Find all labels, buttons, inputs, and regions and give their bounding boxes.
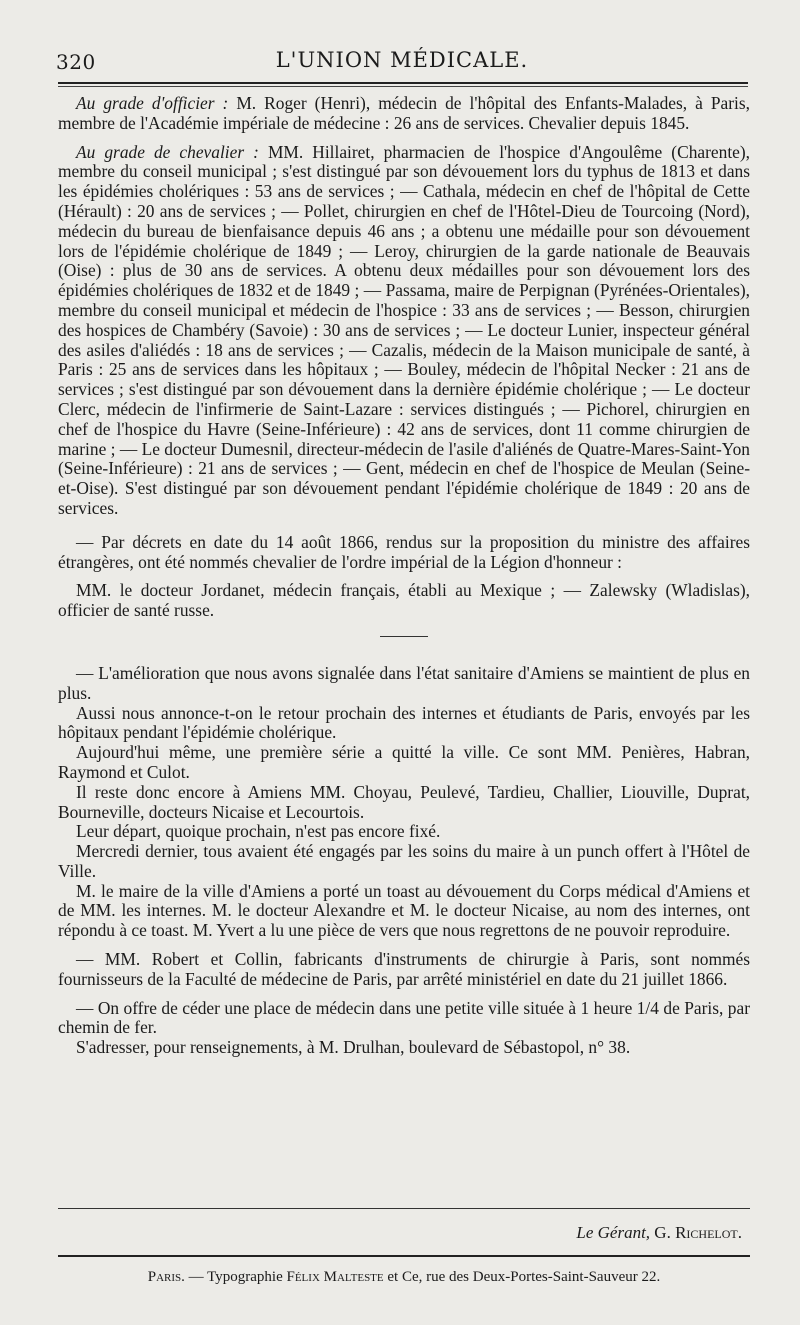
paragraph-officier	[58, 94, 750, 134]
header-rule-thin	[58, 86, 748, 87]
signature	[576, 1223, 742, 1243]
section-separator	[380, 636, 428, 637]
article-body	[58, 94, 750, 1058]
paragraph-chevalier	[58, 143, 750, 519]
bottom-rule	[58, 1208, 750, 1209]
running-title: L'UNION MÉDICALE.	[275, 48, 529, 72]
footer-city: Paris.	[147, 1269, 185, 1285]
header-rule	[58, 82, 748, 84]
paragraph-amiens: — L'amélioration que nous avons signalée dans l'état sanitaire d'Amiens se maintient de plus en plus.	[58, 662, 750, 703]
paragraph-place-medecin: — On offre de céder une place de médecin dans une petite ville située à 1 heure 1/4 de Paris, par chemin de fer.	[58, 997, 750, 1038]
paragraph-fournisseurs: — MM. Robert et Collin, fabricants d'instruments de chirurgie à Paris, sont nommés fournisseurs de la Faculté de médecine de Paris, par arrêté ministériel en date du 21 juillet 1866.	[58, 949, 750, 989]
paragraph-toast: M. le maire de la ville d'Amiens a porté un toast au dévouement du Corps médical d'Amiens et de MM. les internes. M. le docteur Alexandre et M. le docteur Nicaise, au nom des internes, ont répondu à ce toast. M. Yvert a lu une pièce de vers que nous regrettons de ne pouvoir reproduire.	[58, 880, 750, 941]
page-number: 320	[56, 50, 96, 74]
paragraph-serie: Aujourd'hui même, une première série a quitté la ville. Ce sont MM. Penières, Habran, Raymond et Culot.	[58, 742, 750, 782]
chevalier-text: MM. Hillairet, pharmacien de l'hospice d'Angoulême (Charente), membre du conseil municipal ; s'est distingué par son dévouement lors du typhus de 1813 et dans les épidémies cholériques : 53 ans de services ; — Cathala, médecin en chef de l'hôpital de Cette (Hérault) : 20 ans de services ; — Pollet, chirurgien en chef de l'Hôtel-Dieu de Tourcoing (Nord), médecin du bureau de bienfaisance depuis 46 ans ; a obtenu une médaille pour son dévouement lors de l'épidémie cholérique de 1849 ; — Leroy, chirurgien de la garde nationale de Beauvais (Oise) : plus de 30 ans de services. A obtenu deux médailles pour son dévouement lors des épidémies cholériques de 1832 et de 1849 ; — Passama, maire de Perpignan (Pyrénées-Orientales), membre du conseil municipal et médecin de l'hospice : 33 ans de services ; — Besson, chirurgien des hospices de Chambéry (Savoie) : 30 ans de services ; — Le docteur Lunier, inspecteur général des asiles d'aliédés : 18 ans de services ; — Cazalis, médecin de la Maison municipale de santé, à Paris : 25 ans de services dans les hôpitaux ; — Bouley, médecin de l'hôpital Necker : 21 ans de services ; s'est distingué par son dévouement dans la dernière épidémie cholérique ; — Le docteur Clerc, médecin de l'infirmerie de Saint-Lazare : services distingués ; — Pichorel, chirurgien en chef de l'hospice du Havre (Seine-Inférieure) : 42 ans de services, dont 11 comme chirurgien de marine ; — Le docteur Dumesnil, directeur-médecin de l'asile d'aliénés de Quatre-Mares-Saint-Yon (Seine-Inférieure) : 21 ans de services ; — Gent, médecin en chef de l'hospice de Meulan (Seine-et-Oise). S'est distingué par son dévouement pendant l'épidémie cholérique de 1849 : 20 ans de services.	[58, 141, 751, 518]
officier-label: Au grade d'officier :	[76, 93, 229, 113]
footer-text-post: et Ce, rue des Deux-Portes-Saint-Sauveur 22.	[383, 1269, 661, 1285]
officier-text: M. Roger (Henri), médecin de l'hôpital des Enfants-Malades, à Paris, membre de l'Académie impériale de médecine : 26 ans de services. Chevalier depuis 1845.	[58, 93, 750, 133]
page-header	[52, 44, 752, 78]
signature-label: Le Gérant,	[576, 1223, 651, 1242]
chevalier-label: Au grade de chevalier :	[76, 141, 259, 162]
paragraph-punch: Mercredi dernier, tous avaient été engagés par les soins du maire à un punch offert à l'Hôtel de Ville.	[58, 841, 750, 881]
signature-name: G. Richelot.	[654, 1223, 742, 1242]
footer-printer: Félix Malteste	[286, 1269, 384, 1285]
paragraph-depart: Leur départ, quoique prochain, n'est pas encore fixé.	[76, 821, 441, 842]
paragraph-decrets: — Par décrets en date du 14 août 1866, rendus sur la proposition du ministre des affaires étrangères, ont été nommés chevalier de l'ordre impérial de la Légion d'honneur :	[58, 531, 750, 572]
footer-rule	[58, 1255, 750, 1257]
paragraph-reste: Il reste donc encore à Amiens MM. Choyau, Peulevé, Tardieu, Challier, Liouville, Duprat, Bourneville, docteurs Nicaise et Lecourtois.	[58, 781, 750, 822]
footer-text-pre: — Typographie	[184, 1269, 287, 1285]
imprint-footer	[58, 1269, 750, 1286]
paragraph-retour: Aussi nous annonce-t-on le retour prochain des internes et étudiants de Paris, envoyés par les hôpitaux pendant l'épidémie cholérique.	[58, 702, 750, 743]
paragraph-adresse: S'adresser, pour renseignements, à M. Drulhan, boulevard de Sébastopol, n° 38.	[76, 1037, 631, 1058]
paragraph-jordanet: MM. le docteur Jordanet, médecin français, établi au Mexique ; — Zalewsky (Wladislas), officier de santé russe.	[58, 580, 750, 621]
